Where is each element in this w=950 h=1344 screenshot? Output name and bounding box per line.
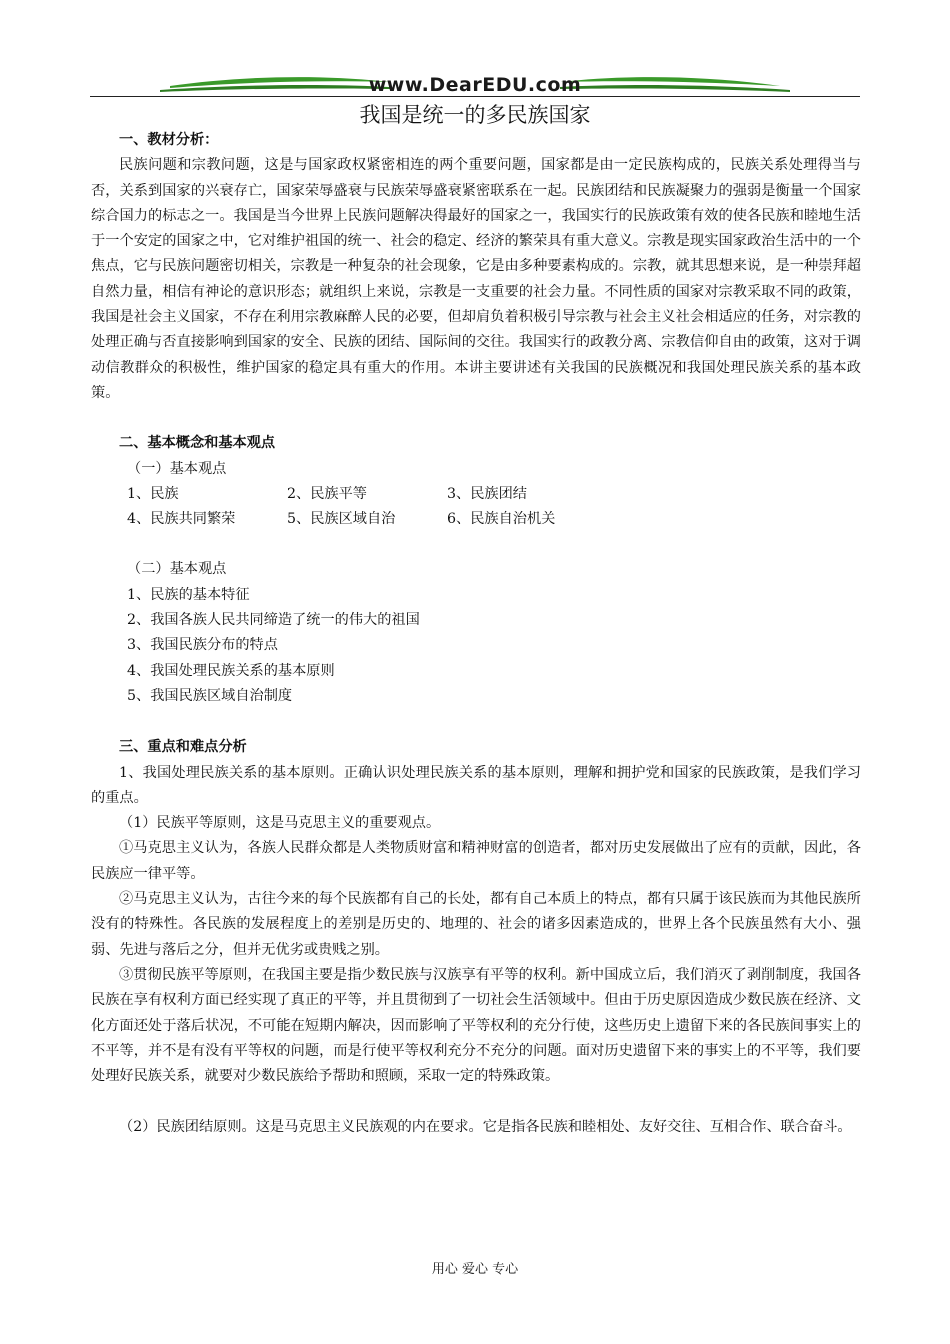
section-heading-1: 一、教材分析： <box>119 132 219 148</box>
concept-list <box>91 482 861 533</box>
concept-item: 2、民族平等 <box>287 485 367 502</box>
document-title: 我国是统一的多民族国家 <box>359 103 591 127</box>
section-heading-3: 三、重点和难点分析 <box>119 739 247 756</box>
section-3-paragraph: ③贯彻民族平等原则，在我国主要是指少数民族与汉族享有平等的权利。新中国成立后，我们消灭了剥削制度，我国各民族在享有权利方面已经实现了真正的平等，并且贯彻到了一切社会生活领域中。但由于历史原因造成少数民族在经济、文化方面还处于落后状况，不可能在短期内解决，因而影响了平等权利的充分行使，这些历史上遗留下来的各民族间事实上的不平等，并不是有没有平等权的问题，而是行使平等权利充分不充分的问题。面对历史遗留下来的事实上的不平等，我们要处理好民族关系，就要对少数民族给予帮助和照顾，采取一定的特殊政策。 <box>91 966 861 1085</box>
concept-item: 3、民族团结 <box>447 485 527 502</box>
section-3-paragraph: 1、我国处理民族关系的基本原则。正确认识处理民族关系的基本原则，理解和拥护党和国家的民族政策，是我们学习的重点。 <box>91 764 861 806</box>
page-footer: 用心 爱心 专心 <box>431 1262 519 1277</box>
document-body <box>91 128 861 1141</box>
site-brand[interactable]: www.DearEDU.com <box>368 74 582 96</box>
section-heading-2: 二、基本概念和基本观点 <box>119 435 276 452</box>
point-item: 3、我国民族分布的特点 <box>127 637 278 654</box>
point-item: 2、我国各族人民共同缔造了统一的伟大的祖国 <box>127 612 420 629</box>
subheading-basic-concepts: （一）基本观点 <box>127 460 227 477</box>
section-3-paragraph: ②马克思主义认为，古往今来的每个民族都有自己的长处，都有自己本质上的特点，都有只属于该民族而为其他民族所没有的特殊性。各民族的发展程度上的差别是历史的、地理的、社会的诸多因素造成的，世界上各个民族虽然有大小、强弱、先进与落后之分，但并无优劣或贵贱之别。 <box>91 891 861 958</box>
section-3-paragraph: ①马克思主义认为，各族人民群众都是人类物质财富和精神财富的创造者，都对历史发展做出了应有的贡献，因此，各民族应一律平等。 <box>91 840 861 882</box>
point-item: 5、我国民族区域自治制度 <box>127 687 293 704</box>
point-item: 1、民族的基本特征 <box>127 586 250 603</box>
concept-item: 4、民族共同繁荣 <box>127 511 236 528</box>
header-rule <box>90 96 860 97</box>
section-1-paragraph: 民族问题和宗教问题，这是与国家政权紧密相连的两个重要问题，国家都是由一定民族构成的，民族关系处理得当与否，关系到国家的兴衰存亡，国家荣辱盛衰与民族荣辱盛衰紧密联系在一起。民族团结和民族凝聚力的强弱是衡量一个国家综合国力的标志之一。我国是当今世界上民族问题解决得最好的国家之一，我国实行的民族政策有效的使各民族和睦地生活于一个安定的国家之中，它对维护祖国的统一、社会的稳定、经济的繁荣具有重大意义。宗教是现实国家政治生活中的一个焦点，它与民族问题密切相关，宗教是一种复杂的社会现象，它是由多种要素构成的。宗教，就其思想来说，是一种崇拜超自然力量，相信有神论的意识形态；就组织上来说，宗教是一支重要的社会力量。不同性质的国家对宗教采取不同的政策，我国是社会主义国家，不存在利用宗教麻醉人民的必要，但却肩负着积极引导宗教与社会主义社会相适应的任务，对宗教的处理正确与否直接影响到国家的安全、民族的团结、国际间的交往。我国实行的政教分离、宗教信仰自由的政策，这对于调动信教群众的积极性，维护国家的稳定具有重大的作用。本讲主要讲述有关我国的民族概况和我国处理民族关系的基本政策。 <box>91 157 861 401</box>
section-3-paragraph: （1）民族平等原则，这是马克思主义的重要观点。 <box>119 815 441 832</box>
concept-item: 1、民族 <box>127 485 179 502</box>
concept-item: 5、民族区域自治 <box>287 511 396 528</box>
section-3-paragraph: （2）民族团结原则。这是马克思主义民族观的内在要求。它是指各民族和睦相处、友好交往、互相合作、联合奋斗。 <box>119 1119 852 1136</box>
subheading-basic-points: （二）基本观点 <box>127 561 227 578</box>
point-item: 4、我国处理民族关系的基本原则 <box>127 662 335 679</box>
concept-item: 6、民族自治机关 <box>447 511 556 528</box>
